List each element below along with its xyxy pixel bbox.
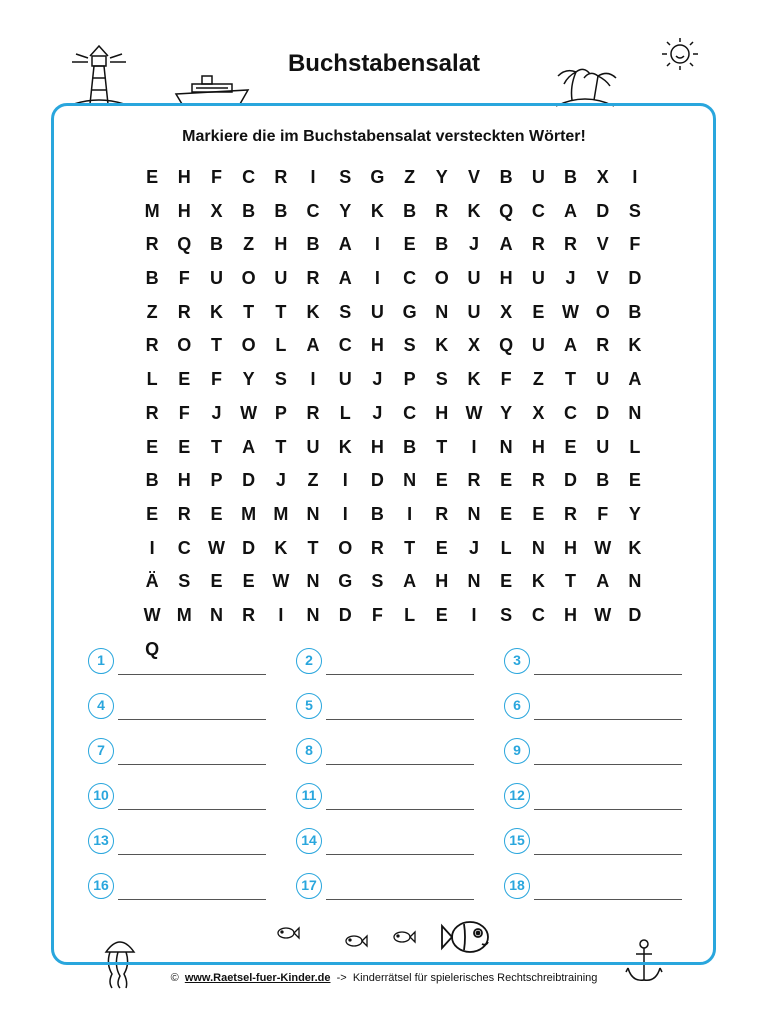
website-link[interactable]: www.Raetsel-fuer-Kinder.de [184, 972, 331, 984]
answer-line[interactable] [326, 899, 474, 900]
grid-letter[interactable]: T [404, 537, 416, 558]
answer-number-badge: 17 [296, 873, 322, 899]
grid-letter[interactable]: N [403, 470, 417, 491]
grid-letter[interactable]: U [596, 436, 610, 457]
grid-letter[interactable]: V [596, 268, 609, 289]
grid-letter[interactable]: U [531, 167, 545, 187]
answer-line[interactable] [534, 854, 682, 855]
answer-slot [296, 736, 476, 766]
grid-letter[interactable]: E [564, 436, 577, 457]
grid-letter[interactable]: P [210, 470, 223, 491]
grid-letter[interactable]: H [177, 470, 191, 491]
grid-letter[interactable]: W [594, 604, 612, 625]
answer-slot [88, 781, 268, 811]
grid-letter[interactable]: U [467, 268, 481, 289]
grid-letter[interactable]: X [596, 167, 609, 187]
grid-letter[interactable]: C [338, 335, 352, 356]
answer-number-badge: 14 [296, 828, 322, 854]
grid-letter[interactable]: N [628, 571, 642, 592]
grid-letter[interactable]: X [210, 200, 223, 221]
grid-letter[interactable]: X [532, 402, 545, 423]
grid-letter[interactable]: I [310, 369, 316, 390]
grid-letter[interactable]: O [595, 301, 610, 322]
answer-line[interactable] [326, 764, 474, 765]
grid-letter[interactable]: R [564, 503, 578, 524]
grid-letter[interactable]: C [531, 604, 545, 625]
answer-number-badge: 3 [504, 648, 530, 674]
answer-line[interactable] [326, 719, 474, 720]
answer-line[interactable] [326, 674, 474, 675]
grid-letter[interactable]: B [403, 200, 417, 221]
grid-letter[interactable]: B [145, 470, 159, 491]
grid-letter[interactable]: U [209, 268, 223, 289]
answer-slot [296, 826, 476, 856]
answer-line[interactable] [326, 854, 474, 855]
grid-letter[interactable]: B [274, 200, 288, 221]
grid-letter[interactable]: I [471, 604, 477, 625]
grid-letter[interactable]: E [146, 503, 159, 524]
answer-number-badge: 11 [296, 783, 322, 809]
copyright-symbol: © [170, 972, 179, 984]
answer-line[interactable] [118, 719, 266, 720]
grid-letter[interactable]: F [597, 503, 609, 524]
grid-letter[interactable]: L [629, 436, 641, 457]
grid-letter[interactable]: J [468, 234, 479, 255]
grid-letter[interactable]: A [596, 571, 610, 592]
grid-letter[interactable]: R [435, 503, 449, 524]
grid-letter[interactable]: U [370, 301, 384, 322]
grid-letter[interactable]: E [628, 470, 641, 491]
grid-letter[interactable]: Z [404, 167, 416, 187]
grid-letter[interactable]: O [177, 335, 192, 356]
grid-letter[interactable]: I [407, 503, 413, 524]
grid-letter[interactable]: V [467, 167, 480, 187]
grid-letter[interactable]: R [564, 234, 578, 255]
grid-letter[interactable]: G [370, 167, 385, 187]
answer-slot [88, 871, 268, 901]
grid-letter[interactable]: Ä [145, 571, 159, 592]
grid-letter[interactable]: F [178, 268, 190, 289]
grid-letter[interactable]: K [435, 335, 449, 356]
answer-slot [296, 646, 476, 676]
grid-letter[interactable]: G [402, 301, 417, 322]
grid-letter[interactable]: N [467, 571, 481, 592]
grid-letter[interactable]: N [306, 571, 320, 592]
grid-letter[interactable]: Q [145, 638, 160, 659]
footer-arrow: -> [336, 972, 347, 984]
grid-letter[interactable]: U [531, 335, 545, 356]
grid-letter[interactable]: I [342, 470, 348, 491]
grid-letter[interactable]: T [210, 436, 222, 457]
grid-letter[interactable]: W [143, 604, 161, 625]
grid-letter[interactable]: H [177, 200, 191, 221]
grid-letter[interactable]: N [209, 604, 223, 625]
answer-number-badge: 5 [296, 693, 322, 719]
grid-letter[interactable]: T [436, 436, 448, 457]
grid-letter[interactable]: I [149, 537, 155, 558]
grid-letter[interactable]: B [403, 436, 417, 457]
grid-letter[interactable]: C [177, 537, 191, 558]
grid-letter[interactable]: R [145, 402, 159, 423]
grid-letter[interactable]: T [210, 335, 222, 356]
grid-letter[interactable]: E [500, 503, 513, 524]
grid-letter[interactable]: R [177, 503, 191, 524]
grid-letter[interactable]: A [499, 234, 513, 255]
grid-letter[interactable]: K [209, 301, 223, 322]
grid-letter[interactable]: B [370, 503, 384, 524]
answer-slot [88, 691, 268, 721]
grid-letter[interactable]: A [306, 335, 320, 356]
grid-letter[interactable]: H [564, 537, 578, 558]
grid-letter[interactable]: B [564, 167, 578, 187]
grid-letter[interactable]: A [242, 436, 256, 457]
grid-letter[interactable]: H [370, 335, 384, 356]
grid-letter[interactable]: E [242, 571, 255, 592]
grid-letter[interactable]: K [306, 301, 320, 322]
grid-letter[interactable]: T [565, 571, 577, 592]
grid-letter[interactable]: U [274, 268, 288, 289]
grid-letter[interactable]: E [500, 571, 513, 592]
grid-letter[interactable]: O [241, 335, 256, 356]
answer-line[interactable] [534, 719, 682, 720]
answer-number-badge: 2 [296, 648, 322, 674]
grid-letter[interactable]: B [306, 234, 320, 255]
answer-slot [504, 736, 684, 766]
grid-letter[interactable]: K [274, 537, 288, 558]
grid-letter[interactable]: I [374, 234, 380, 255]
grid-letter[interactable]: K [370, 200, 384, 221]
answer-slot [88, 646, 268, 676]
answer-slot [296, 691, 476, 721]
grid-letter[interactable]: W [562, 301, 580, 322]
grid-letter[interactable]: X [467, 335, 480, 356]
grid-letter[interactable]: Y [339, 200, 352, 221]
grid-letter[interactable]: N [306, 503, 320, 524]
grid-letter[interactable]: I [310, 167, 316, 187]
grid-letter[interactable]: S [339, 167, 352, 187]
grid-letter[interactable]: D [338, 604, 352, 625]
grid-letter[interactable]: C [242, 167, 256, 187]
answer-number-badge: 7 [88, 738, 114, 764]
grid-letter[interactable]: T [243, 301, 255, 322]
footer-tagline: Kinderrätsel für spielerisches Rechtschreibtraining [352, 972, 598, 984]
grid-letter[interactable]: N [499, 436, 513, 457]
grid-letter[interactable]: E [210, 571, 223, 592]
grid-letter[interactable]: Y [435, 167, 448, 187]
grid-letter[interactable]: S [178, 571, 191, 592]
grid-letter[interactable]: D [564, 470, 578, 491]
grid-letter[interactable]: R [531, 234, 545, 255]
grid-letter[interactable]: P [403, 369, 416, 390]
answer-number-badge: 13 [88, 828, 114, 854]
grid-letter[interactable]: O [338, 537, 353, 558]
grid-letter[interactable]: O [241, 268, 256, 289]
grid-letter[interactable]: H [499, 268, 513, 289]
grid-letter[interactable]: J [211, 402, 222, 423]
grid-letter[interactable]: E [532, 301, 545, 322]
grid-letter[interactable]: S [339, 301, 352, 322]
grid-letter[interactable]: C [531, 200, 545, 221]
grid-letter[interactable]: M [241, 503, 257, 524]
grid-letter[interactable]: I [374, 268, 380, 289]
grid-letter[interactable]: D [242, 537, 256, 558]
grid-letter[interactable]: N [531, 537, 545, 558]
grid-letter[interactable]: L [404, 604, 416, 625]
grid-letter[interactable]: S [628, 200, 641, 221]
grid-letter[interactable]: E [403, 234, 416, 255]
grid-letter[interactable]: F [210, 369, 222, 390]
grid-letter[interactable]: N [467, 503, 481, 524]
answer-line[interactable] [534, 809, 682, 810]
grid-letter[interactable]: E [210, 503, 223, 524]
letter-grid [136, 162, 651, 667]
answer-slot [504, 646, 684, 676]
grid-letter[interactable]: S [371, 571, 384, 592]
grid-letter[interactable]: J [468, 537, 479, 558]
answer-number-badge: 8 [296, 738, 322, 764]
grid-letter[interactable]: B [596, 470, 610, 491]
grid-letter[interactable]: W [272, 571, 290, 592]
answer-number-badge: 16 [88, 873, 114, 899]
grid-letter[interactable]: N [628, 402, 642, 423]
grid-letter[interactable]: Q [499, 200, 514, 221]
answer-slot [504, 691, 684, 721]
grid-letter[interactable]: A [628, 369, 642, 390]
grid-letter[interactable]: E [146, 167, 159, 187]
grid-letter[interactable]: H [177, 167, 191, 187]
grid-letter[interactable]: L [500, 537, 512, 558]
grid-letter[interactable]: R [306, 268, 320, 289]
grid-letter[interactable]: R [435, 200, 449, 221]
grid-letter[interactable]: K [467, 369, 481, 390]
grid-letter[interactable]: W [594, 537, 612, 558]
grid-letter[interactable]: Q [177, 234, 192, 255]
grid-letter[interactable]: B [499, 167, 513, 187]
answer-number-badge: 4 [88, 693, 114, 719]
grid-letter[interactable]: K [467, 200, 481, 221]
answer-slot [504, 871, 684, 901]
grid-letter[interactable]: S [500, 604, 513, 625]
grid-letter[interactable]: E [178, 369, 191, 390]
grid-letter[interactable]: H [435, 402, 449, 423]
grid-letter[interactable]: W [240, 402, 258, 423]
grid-letter[interactable]: U [467, 301, 481, 322]
answer-number-badge: 9 [504, 738, 530, 764]
grid-letter[interactable]: N [306, 604, 320, 625]
answer-number-badge: 6 [504, 693, 530, 719]
grid-letter[interactable]: A [338, 234, 352, 255]
grid-letter[interactable]: R [242, 604, 256, 625]
grid-letter[interactable]: G [338, 571, 353, 592]
grid-letter[interactable]: J [275, 470, 286, 491]
lighthouse-icon [66, 40, 136, 106]
grid-letter[interactable]: J [372, 402, 383, 423]
grid-letter[interactable]: U [338, 369, 352, 390]
grid-letter[interactable]: W [207, 537, 225, 558]
grid-letter[interactable]: F [629, 234, 641, 255]
grid-letter[interactable]: Z [146, 301, 158, 322]
grid-letter[interactable]: W [465, 402, 483, 423]
answer-number-badge: 10 [88, 783, 114, 809]
answer-slot [504, 781, 684, 811]
grid-letter[interactable]: M [176, 604, 192, 625]
answer-line[interactable] [118, 809, 266, 810]
grid-letter[interactable]: I [471, 436, 477, 457]
answer-slot [88, 826, 268, 856]
grid-letter[interactable]: H [531, 436, 545, 457]
grid-letter[interactable]: I [342, 503, 348, 524]
answer-line[interactable] [534, 764, 682, 765]
grid-letter[interactable]: R [145, 234, 159, 255]
grid-letter[interactable]: P [274, 402, 287, 423]
grid-letter[interactable]: E [435, 537, 448, 558]
grid-letter[interactable]: T [275, 301, 287, 322]
answer-list [88, 646, 688, 916]
grid-letter[interactable]: K [338, 436, 352, 457]
grid-letter[interactable]: F [371, 604, 383, 625]
answer-line[interactable] [118, 854, 266, 855]
grid-letter[interactable]: D [628, 268, 642, 289]
answer-slot [296, 871, 476, 901]
grid-letter[interactable]: D [370, 470, 384, 491]
sun-icon [658, 36, 702, 72]
grid-letter[interactable]: C [403, 268, 417, 289]
grid-letter[interactable]: K [628, 335, 642, 356]
grid-letter[interactable]: H [435, 571, 449, 592]
grid-letter[interactable]: B [145, 268, 159, 289]
answer-number-badge: 18 [504, 873, 530, 899]
grid-letter[interactable]: L [339, 402, 351, 423]
grid-letter[interactable]: N [435, 301, 449, 322]
grid-letter[interactable]: C [564, 402, 578, 423]
grid-letter[interactable]: Z [532, 369, 544, 390]
footer [0, 972, 768, 984]
grid-letter[interactable]: R [531, 470, 545, 491]
grid-letter[interactable]: A [564, 200, 578, 221]
grid-letter[interactable]: O [434, 268, 449, 289]
grid-letter[interactable]: E [532, 503, 545, 524]
grid-letter[interactable]: D [628, 604, 642, 625]
grid-letter[interactable]: E [435, 604, 448, 625]
grid-letter[interactable]: B [435, 234, 449, 255]
answer-line[interactable] [534, 674, 682, 675]
answer-number-badge: 12 [504, 783, 530, 809]
grid-letter[interactable]: A [338, 268, 352, 289]
grid-letter[interactable]: B [209, 234, 223, 255]
grid-letter[interactable]: L [146, 369, 158, 390]
grid-letter[interactable]: L [275, 335, 287, 356]
grid-letter[interactable]: F [178, 402, 190, 423]
grid-letter[interactable]: R [145, 335, 159, 356]
instruction-text: Markiere die im Buchstabensalat versteckten Wörter! [182, 128, 586, 145]
grid-letter[interactable]: R [306, 402, 320, 423]
grid-letter[interactable]: R [467, 470, 481, 491]
grid-letter[interactable]: Z [307, 470, 319, 491]
grid-letter[interactable]: D [596, 402, 610, 423]
grid-letter[interactable]: R [274, 167, 288, 187]
grid-letter[interactable]: J [372, 369, 383, 390]
answer-slot [296, 781, 476, 811]
grid-letter[interactable]: M [144, 200, 160, 221]
grid-letter[interactable]: C [403, 402, 417, 423]
grid-letter[interactable]: I [278, 604, 284, 625]
grid-letter[interactable]: X [500, 301, 513, 322]
answer-line[interactable] [326, 809, 474, 810]
grid-letter[interactable]: U [596, 369, 610, 390]
answer-number-badge: 15 [504, 828, 530, 854]
grid-letter[interactable]: I [632, 167, 638, 187]
grid-letter[interactable]: F [500, 369, 512, 390]
grid-letter[interactable]: Y [628, 503, 641, 524]
answer-line[interactable] [118, 899, 266, 900]
grid-letter[interactable]: H [370, 436, 384, 457]
grid-letter[interactable]: S [403, 335, 416, 356]
grid-letter[interactable]: R [177, 301, 191, 322]
grid-letter[interactable]: S [274, 369, 287, 390]
grid-letter[interactable]: Y [242, 369, 255, 390]
answer-slot [88, 736, 268, 766]
answer-line[interactable] [534, 899, 682, 900]
grid-letter[interactable]: K [531, 571, 545, 592]
grid-letter[interactable]: V [596, 234, 609, 255]
grid-letter[interactable]: H [564, 604, 578, 625]
grid-letter[interactable]: B [242, 200, 256, 221]
grid-letter[interactable]: R [596, 335, 610, 356]
grid-letter[interactable]: H [274, 234, 288, 255]
grid-letter[interactable]: A [403, 571, 417, 592]
answer-line[interactable] [118, 674, 266, 675]
grid-letter[interactable]: S [435, 369, 448, 390]
grid-letter[interactable]: Y [500, 402, 513, 423]
grid-letter[interactable]: C [306, 200, 320, 221]
grid-letter[interactable]: E [435, 470, 448, 491]
grid-letter[interactable]: U [531, 268, 545, 289]
grid-letter[interactable]: F [210, 167, 222, 187]
grid-letter[interactable]: M [273, 503, 289, 524]
grid-letter[interactable]: Z [243, 234, 255, 255]
grid-letter[interactable]: K [628, 537, 642, 558]
grid-letter[interactable]: E [178, 436, 191, 457]
grid-letter[interactable]: D [242, 470, 256, 491]
grid-letter[interactable]: U [306, 436, 320, 457]
answer-number-badge: 1 [88, 648, 114, 674]
grid-letter[interactable]: T [565, 369, 577, 390]
grid-letter[interactable]: D [596, 200, 610, 221]
grid-letter[interactable]: B [628, 301, 642, 322]
grid-letter[interactable]: E [500, 470, 513, 491]
page-title: Buchstabensalat [287, 50, 481, 77]
grid-letter[interactable]: T [275, 436, 287, 457]
grid-letter[interactable]: T [307, 537, 319, 558]
grid-letter[interactable]: A [564, 335, 578, 356]
grid-letter[interactable]: J [565, 268, 576, 289]
answer-line[interactable] [118, 764, 266, 765]
answer-slot [504, 826, 684, 856]
grid-letter[interactable]: R [370, 537, 384, 558]
grid-letter[interactable]: Q [499, 335, 514, 356]
grid-letter[interactable]: E [146, 436, 159, 457]
